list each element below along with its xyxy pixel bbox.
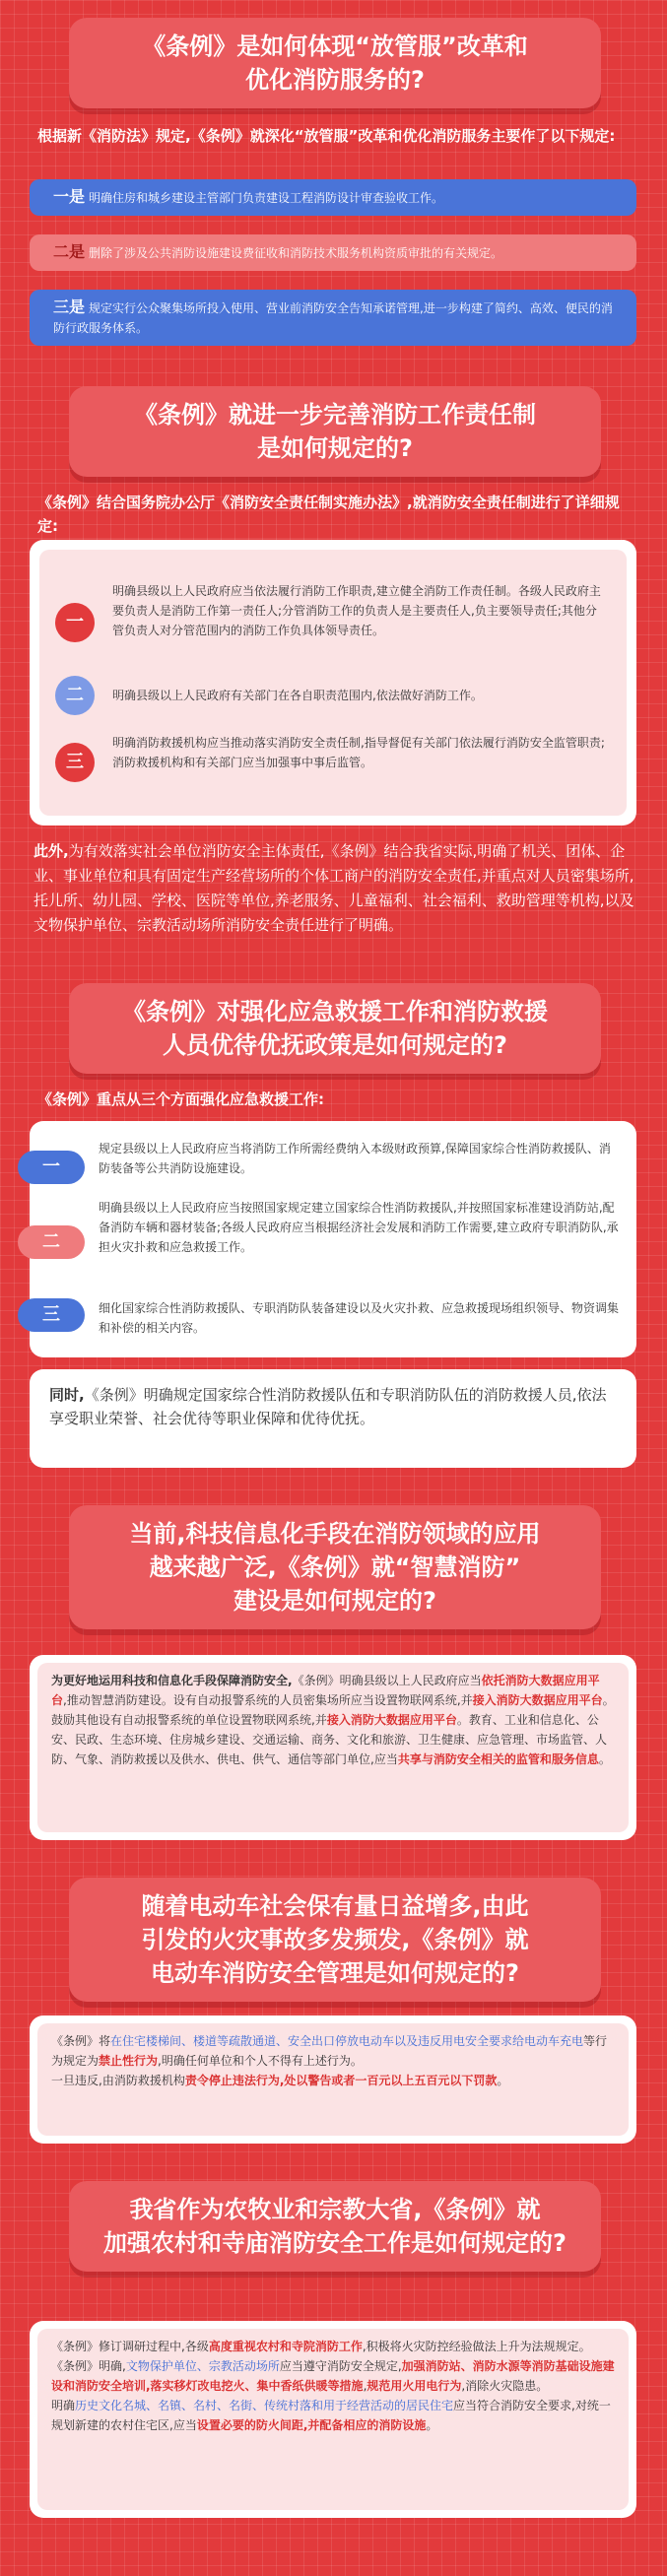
section3-also-card <box>30 1369 636 1468</box>
highlight: 接入消防大数据应用平台 <box>472 1693 603 1707</box>
text: 等行为规定为 <box>51 2034 608 2068</box>
text: 。 <box>426 2418 438 2432</box>
blue-highlight: 文物保护单位、宗教活动场所 <box>125 2359 280 2373</box>
section3-title-line1: 《条例》对强化应急救援工作和消防救援 <box>122 998 548 1025</box>
section6-card <box>30 2321 636 2518</box>
highlight: 接入消防大数据应用平台 <box>326 1713 457 1727</box>
section3-item-3-text: 细化国家综合性消防救援队、专职消防队装备建设以及火灾扑救、应急救援现场组织领导、物资调集和补偿的相关内容。 <box>99 1301 620 1335</box>
text: 应当符合消防安全要求,对统一规划新建的农村住宅区,应当 <box>51 2399 611 2432</box>
section6-text <box>37 2329 629 2510</box>
text: 应当遵守消防安全规定, <box>279 2359 402 2373</box>
item-badge-1: 一 <box>18 1151 85 1184</box>
section4-text <box>37 1663 629 1832</box>
section5-card <box>30 2015 636 2144</box>
section6-title <box>69 2181 601 2272</box>
item-badge-3: 三 <box>18 1298 85 1332</box>
highlight: 加强消防站、消防水源等消防基础设施建设和消防安全培训,落实移灯改电挖火、集中香纸供暖等措施 <box>51 2359 615 2393</box>
section3-card <box>30 1121 636 1357</box>
section2-intro: 《条例》结合国务院办公厅《消防安全责任制实施办法》,就消防安全责任制进行了详细规定: <box>37 494 620 535</box>
section2-item-3-text: 明确消防救援机构应当推动落实消防安全责任制,指导督促有关部门依法履行消防安全监管职责;消防救援机构和有关部门应当加强事中事后监管。 <box>112 736 605 769</box>
text: 《条例》将 <box>51 2034 111 2048</box>
extra-lead: 此外, <box>33 842 69 860</box>
text: ,明确任何单位和个人不得有上述行为。 <box>158 2054 363 2068</box>
item-number: 三是 <box>53 297 86 316</box>
section2-title <box>69 386 601 477</box>
section1-item-1 <box>30 179 636 216</box>
section3-title-line2: 人员优待优抚政策是如何规定的? <box>163 1031 507 1059</box>
item-number: 一是 <box>53 187 86 206</box>
section2-card <box>30 540 636 826</box>
text: 一旦违反,由消防救援机构 <box>51 2074 185 2087</box>
extra-text: 为有效落实社会单位消防安全主体责任,《条例》结合我省实际,明确了机关、团体、企业、事业单位和具有固定生产经营场所的个体工商户的消防安全责任,并重点对人员密集场所,托儿所、幼儿园、学校、医院等单位,养老服务、儿童福利、社会福利、救助管理等机构,以及文物保护单位、宗教活动场所消防安全责任进行了明确。 <box>33 842 634 934</box>
text: 《条例》修订调研过程中,各级 <box>51 2340 209 2353</box>
text: ,消除火灾隐患。 <box>461 2379 549 2393</box>
section4-title-line3: 建设是如何规定的? <box>233 1587 436 1615</box>
item-text: 明确住房和城乡建设主管部门负责建设工程消防设计审查验收工作。 <box>89 191 444 205</box>
section5-title <box>69 1878 601 2002</box>
item-text: 规定实行公众聚集场所投入使用、营业前消防安全告知承诺管理,进一步构建了简约、高效、便民的消防行政服务体系。 <box>53 301 613 335</box>
section3-item-1-text: 规定县级以上人民政府应当将消防工作所需经费纳入本级财政预算,保障国家综合性消防救援队、消防装备等公共消防设施建设。 <box>99 1142 611 1175</box>
section2-title-line1: 《条例》就进一步完善消防工作责任制 <box>134 401 536 429</box>
text: ,积极将火灾防控经验做法上升为法规规定。 <box>362 2340 591 2353</box>
section1-title <box>69 18 601 108</box>
item-badge-1: 一 <box>55 603 95 642</box>
text: 明确 <box>51 2399 76 2412</box>
text: 。 <box>598 1752 611 1766</box>
section2-extra <box>33 839 634 938</box>
section4-title-line2: 越来越广泛,《条例》就“智慧消防” <box>149 1553 521 1581</box>
section2-title-line2: 是如何规定的? <box>257 434 413 462</box>
section6-title-line1: 我省作为农牧业和宗教大省,《条例》就 <box>129 2196 541 2223</box>
lead: 为更好地运用科技和信息化手段保障消防安全, <box>51 1674 293 1687</box>
highlight: 高度重视农村和寺院消防工作 <box>208 2340 363 2353</box>
text: 。教育、工业和信息化、公安、民政、生态环境、住房城乡建设、交通运输、商务、文化和旅游、卫生健康、应急管理、市场监管、人防、气象、消防救援以及供水、供电、供气、通信等部门单位,应当 <box>51 1713 608 1766</box>
blue-highlight: 历史文化名城、名镇、名村、名街、传统村落和用于经营活动的居民住宅 <box>75 2399 454 2412</box>
item-number: 二是 <box>53 242 86 261</box>
also-text: 《条例》明确规定国家综合性消防救援队伍和专职消防队伍的消防救援人员,依法享受职业荣誉、社会优待等职业保障和优待优抚。 <box>49 1386 607 1427</box>
section1-title-line1: 《条例》是如何体现“放管服”改革和 <box>142 33 528 60</box>
highlight: 依托消防大数据应用平台 <box>51 1674 600 1707</box>
text: 《条例》明确, <box>51 2359 126 2373</box>
text: 。鼓励其他设有自动报警系统的单位设置物联网系统,并 <box>51 1693 615 1727</box>
text: 。 <box>497 2074 509 2087</box>
highlight: 规范用火用电行为 <box>367 2379 462 2393</box>
also-lead: 同时, <box>49 1386 85 1404</box>
section1-item-3 <box>30 290 636 346</box>
section4-title-line1: 当前,科技信息化手段在消防领域的应用 <box>129 1520 541 1548</box>
section4-card <box>30 1655 636 1840</box>
section6-title-line2: 加强农村和寺庙消防安全工作是如何规定的? <box>103 2229 567 2257</box>
highlight: 责令停止违法行为,处以警告或者一百元以上五百元以下罚款 <box>184 2074 498 2087</box>
section1-title-line2: 优化消防服务的? <box>245 66 425 94</box>
item-badge-2: 二 <box>55 676 95 715</box>
item-text: 删除了涉及公共消防设施建设费征收和消防技术服务机构资质审批的有关规定。 <box>89 246 503 260</box>
item-badge-2: 二 <box>18 1225 85 1259</box>
section4-title <box>69 1505 601 1629</box>
section3-item-2-text: 明确县级以上人民政府应当按照国家规定建立国家综合性消防救援队,并按照国家标准建设消防站,配备消防车辆和器材装备;各级人民政府应当根据经济社会发展和消防工作需要,建立政府专职消防队,承担火灾扑救和应急救援工作。 <box>99 1201 619 1254</box>
section5-title-line1: 随着电动车社会保有量日益增多,由此 <box>141 1892 529 1920</box>
section2-item-2-text: 明确县级以上人民政府有关部门在各自职责范围内,依法做好消防工作。 <box>112 689 483 702</box>
section3-intro: 《条例》重点从三个方面强化应急救援工作: <box>37 1090 325 1108</box>
item-badge-3: 三 <box>55 743 95 782</box>
blue-highlight: 在住宅楼梯间、楼道等疏散通道、安全出口停放电动车以及违反用电安全要求给电动车充电 <box>110 2034 584 2048</box>
text: 《条例》明确县级以上人民政府应当 <box>292 1674 482 1687</box>
highlight: 设置必要的防火间距,并配备相应的消防设施 <box>196 2418 427 2432</box>
section1-item-2 <box>30 234 636 271</box>
text: ,推动智慧消防建设。设有自动报警系统的人员密集场所应当设置物联网系统,并 <box>63 1693 473 1707</box>
section2-item-1-text: 明确县级以上人民政府应当依法履行消防工作职责,建立健全消防工作责任制。各级人民政府主要负责人是消防工作第一责任人;分管消防工作的负责人是主要责任人,负主要领导责任;其他分管负责人对分管范围内的消防工作负具体领导责任。 <box>112 584 601 637</box>
highlight: 共享与消防安全相关的监管和服务信息 <box>397 1752 599 1766</box>
section1-intro: 根据新《消防法》规定,《条例》就深化“放管服”改革和优化消防服务主要作了以下规定: <box>37 127 616 145</box>
section5-title-line2: 引发的火灾事故多发频发,《条例》就 <box>141 1926 529 1953</box>
highlight: 禁止性行为 <box>99 2054 159 2068</box>
text: , <box>363 2379 367 2393</box>
section3-title <box>69 983 601 1074</box>
section5-text <box>37 2023 629 2136</box>
section5-title-line3: 电动车消防安全管理是如何规定的? <box>151 1959 519 1987</box>
